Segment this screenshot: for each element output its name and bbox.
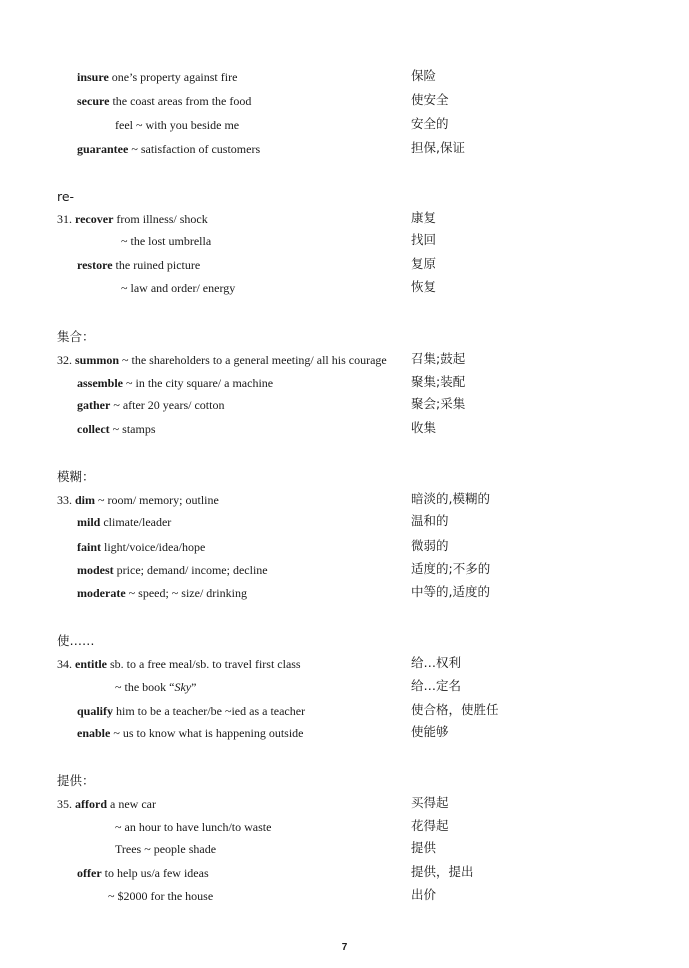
usage-text: ~ room/ memory; outline (95, 493, 219, 507)
headword: collect (77, 422, 110, 436)
entry-english (115, 842, 216, 856)
entry-number: 31. (57, 212, 75, 226)
entry-chinese: 收集 (411, 420, 437, 435)
usage-text: ~ speed; ~ size/ drinking (125, 586, 247, 600)
entry-english (115, 118, 239, 132)
entry-chinese: 恢复 (411, 279, 437, 294)
entry-english (57, 797, 156, 811)
entry-chinese: 聚集;装配 (411, 374, 466, 389)
entry-number: 33. (57, 493, 75, 507)
entry-chinese: 找回 (411, 232, 437, 247)
entry-english (77, 540, 205, 554)
headword: modest (77, 563, 114, 577)
entry-english (77, 726, 304, 740)
usage-text: Trees ~ people shade (115, 842, 217, 856)
headword: recover (75, 212, 114, 226)
headword: faint (77, 540, 101, 554)
entry-english (115, 820, 271, 834)
section-header: 模糊： (57, 469, 95, 484)
section-header: 提供： (57, 773, 95, 788)
usage-text: ~ the book “ (115, 680, 175, 694)
entry-chinese: 温和的 (411, 513, 449, 528)
entry-english (57, 657, 301, 671)
entry-english (77, 70, 237, 84)
entry-english (121, 234, 211, 248)
usage-tail: ” (191, 680, 197, 694)
usage-text: the ruined picture (112, 258, 201, 272)
usage-text: ~ satisfaction of customers (128, 142, 261, 156)
headword: mild (77, 515, 101, 529)
entry-chinese: 使合格，使胜任 (411, 702, 499, 717)
entry-chinese: 花得起 (411, 818, 449, 833)
usage-text: the coast areas from the food (109, 94, 252, 108)
entry-english (77, 515, 171, 529)
entry-english (77, 563, 268, 577)
usage-text: ~ law and order/ energy (121, 281, 236, 295)
usage-text: sb. to a free meal/sb. to travel first class (107, 657, 301, 671)
usage-text: feel ~ with you beside me (115, 118, 240, 132)
entry-chinese: 复原 (411, 256, 437, 271)
usage-text: ~ after 20 years/ cotton (110, 398, 225, 412)
entry-english (57, 493, 219, 507)
entry-english (115, 680, 196, 694)
usage-text: ~ in the city square/ a machine (123, 376, 274, 390)
entry-chinese: 中等的,适度的 (411, 584, 490, 599)
usage-text: ~ the lost umbrella (121, 234, 212, 248)
usage-text: from illness/ shock (113, 212, 208, 226)
section-header: 使…… (57, 633, 95, 648)
entry-english (108, 889, 213, 903)
usage-italic: Sky (174, 680, 192, 694)
headword: restore (77, 258, 113, 272)
entry-chinese: 担保,保证 (411, 140, 465, 155)
headword: gather (77, 398, 111, 412)
entry-chinese: 使能够 (411, 724, 449, 739)
entry-chinese: 提供，提出 (411, 864, 474, 879)
headword: guarantee (77, 142, 129, 156)
entry-chinese: 给…权利 (411, 655, 462, 670)
headword: dim (75, 493, 96, 507)
usage-text: light/voice/idea/hope (101, 540, 206, 554)
entry-english (77, 866, 209, 880)
usage-text: to help us/a few ideas (101, 866, 209, 880)
usage-text: one’s property against fire (108, 70, 238, 84)
headword: moderate (77, 586, 126, 600)
usage-text: him to be a teacher/be ~ied as a teacher (113, 704, 306, 718)
entry-english (57, 353, 387, 367)
entry-chinese: 适度的;不多的 (411, 561, 491, 576)
headword: qualify (77, 704, 114, 718)
entry-english (77, 94, 251, 108)
usage-text: ~ stamps (109, 422, 156, 436)
usage-text: climate/leader (100, 515, 172, 529)
entry-chinese: 出价 (411, 887, 437, 902)
headword: summon (75, 353, 120, 367)
entry-number: 35. (57, 797, 75, 811)
entry-english (77, 142, 260, 156)
entry-chinese: 康复 (411, 210, 437, 225)
entry-english (77, 586, 247, 600)
headword: assemble (77, 376, 123, 390)
entry-chinese: 聚会;采集 (411, 396, 466, 411)
headword: insure (77, 70, 109, 84)
usage-text: ~ an hour to have lunch/to waste (115, 820, 272, 834)
entry-english (77, 398, 224, 412)
headword: enable (77, 726, 111, 740)
entry-english (77, 422, 155, 436)
entry-english (77, 258, 200, 272)
entry-english (77, 704, 305, 718)
headword: entitle (75, 657, 107, 671)
section-header: re- (57, 189, 75, 204)
entry-number: 32. (57, 353, 75, 367)
entry-chinese: 给…定名 (411, 678, 462, 693)
entry-english (77, 376, 273, 390)
entry-chinese: 微弱的 (411, 538, 449, 553)
entry-chinese: 买得起 (411, 795, 449, 810)
entry-chinese: 召集;鼓起 (411, 351, 466, 366)
usage-text: ~ us to know what is happening outside (110, 726, 304, 740)
entry-chinese: 使安全 (411, 92, 449, 107)
entry-chinese: 提供 (411, 840, 437, 855)
section-header: 集合： (57, 329, 95, 344)
entry-english (57, 212, 208, 226)
entry-number: 34. (57, 657, 75, 671)
headword: secure (77, 94, 110, 108)
usage-text: price; demand/ income; decline (113, 563, 268, 577)
usage-text: ~ $2000 for the house (108, 889, 214, 903)
headword: offer (77, 866, 102, 880)
usage-text: ~ the shareholders to a general meeting/ all his courage (119, 353, 387, 367)
headword: afford (75, 797, 107, 811)
page-number: 7 (341, 942, 348, 953)
entry-chinese: 安全的 (411, 116, 449, 131)
entry-chinese: 暗淡的,模糊的 (411, 491, 490, 506)
entry-english (121, 281, 235, 295)
usage-text: a new car (107, 797, 156, 811)
entry-chinese: 保险 (411, 68, 437, 83)
